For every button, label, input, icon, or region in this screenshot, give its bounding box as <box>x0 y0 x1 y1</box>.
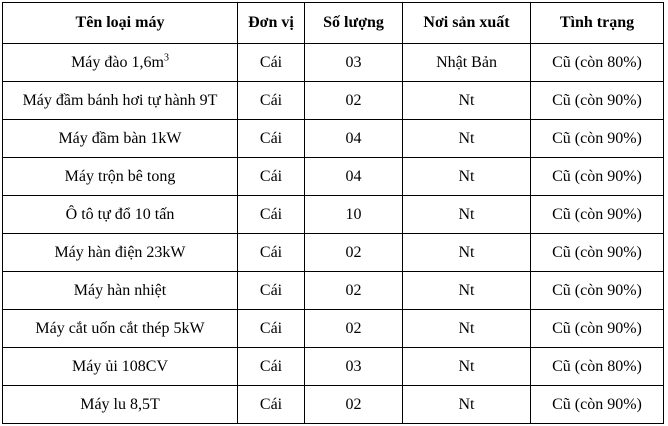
cell-quantity-text: 03 <box>345 357 362 375</box>
cell-machine-name <box>3 196 238 234</box>
cell-quantity <box>305 196 403 234</box>
table-row <box>3 120 664 158</box>
cell-origin-text: Nt <box>458 357 475 375</box>
cell-status <box>531 120 664 158</box>
cell-status-text: Cũ (còn 90%) <box>552 167 642 185</box>
cell-origin-text: Nt <box>458 167 475 185</box>
cell-unit <box>238 348 305 386</box>
cell-origin <box>403 272 531 310</box>
cell-status-text: Cũ (còn 90%) <box>552 91 642 109</box>
cell-unit-text: Cái <box>259 357 283 375</box>
cell-machine-name <box>3 386 238 424</box>
cell-machine-name-text: Máy đầm bánh hơi tự hành 9T <box>22 91 218 109</box>
cell-unit-text: Cái <box>259 281 283 299</box>
cell-origin <box>403 82 531 120</box>
cell-unit <box>238 386 305 424</box>
cell-status-text: Cũ (còn 90%) <box>552 281 642 299</box>
cell-status-text: Cũ (còn 90%) <box>552 205 642 223</box>
cell-origin-text: Nt <box>458 91 475 109</box>
cell-unit <box>238 44 305 82</box>
cell-quantity <box>305 272 403 310</box>
cell-unit <box>238 120 305 158</box>
cell-status <box>531 348 664 386</box>
header-status: Tình trạng <box>531 3 664 44</box>
table-body <box>3 44 664 424</box>
cell-status-text: Cũ (còn 90%) <box>552 129 642 147</box>
cell-machine-name-text: Máy hàn điện 23kW <box>54 243 186 261</box>
cell-machine-name-text: Máy đào 1,6m <box>71 53 164 71</box>
cell-quantity <box>305 348 403 386</box>
cell-status <box>531 310 664 348</box>
cell-quantity-text: 04 <box>345 129 362 147</box>
cell-unit <box>238 158 305 196</box>
cell-status <box>531 386 664 424</box>
cell-quantity-text: 02 <box>345 395 362 413</box>
cell-quantity <box>305 44 403 82</box>
table-row <box>3 348 664 386</box>
cell-machine-name <box>3 348 238 386</box>
header-quantity: Số lượng <box>305 3 403 44</box>
cell-machine-name-text: Máy cắt uốn cắt thép 5kW <box>35 319 205 337</box>
cell-status <box>531 82 664 120</box>
cell-quantity <box>305 234 403 272</box>
cell-unit <box>238 234 305 272</box>
cell-origin-text: Nt <box>458 319 475 337</box>
cell-origin-text: Nt <box>458 205 475 223</box>
cell-status-text: Cũ (còn 80%) <box>552 357 642 375</box>
cell-machine-name-text: Máy đầm bàn 1kW <box>58 129 182 147</box>
cell-origin <box>403 196 531 234</box>
cell-quantity <box>305 386 403 424</box>
cell-status-text: Cũ (còn 90%) <box>552 243 642 261</box>
table-row <box>3 158 664 196</box>
cell-unit-text: Cái <box>259 205 283 223</box>
cell-status <box>531 158 664 196</box>
cell-unit-text: Cái <box>259 243 283 261</box>
cell-machine-name-text: Máy lu 8,5T <box>80 395 160 413</box>
cell-origin-text: Nt <box>458 281 475 299</box>
cell-origin <box>403 44 531 82</box>
cell-unit-text: Cái <box>259 319 283 337</box>
cell-unit <box>238 310 305 348</box>
header-origin: Nơi sản xuất <box>403 3 531 44</box>
cell-status-text: Cũ (còn 90%) <box>552 319 642 337</box>
cell-origin-text: Nhật Bản <box>436 53 497 71</box>
cell-unit <box>238 196 305 234</box>
cell-unit-text: Cái <box>259 91 283 109</box>
cell-unit <box>238 82 305 120</box>
cell-unit-text: Cái <box>259 53 283 71</box>
cell-machine-name <box>3 120 238 158</box>
cell-quantity-text: 10 <box>345 205 362 223</box>
cell-quantity <box>305 120 403 158</box>
cell-quantity-text: 03 <box>345 53 362 71</box>
cell-quantity-text: 02 <box>345 91 362 109</box>
cell-status <box>531 44 664 82</box>
table-row <box>3 234 664 272</box>
cell-machine-name <box>3 310 238 348</box>
cell-quantity-text: 04 <box>345 167 362 185</box>
header-unit: Đơn vị <box>238 3 305 44</box>
cell-status-text: Cũ (còn 90%) <box>552 395 642 413</box>
header-machine-name: Tên loại máy <box>3 3 238 44</box>
cell-machine-name <box>3 158 238 196</box>
cell-origin <box>403 310 531 348</box>
cell-quantity-text: 02 <box>345 243 362 261</box>
cell-machine-name-text: Máy trộn bê tong <box>64 167 176 185</box>
cell-quantity <box>305 310 403 348</box>
cell-origin <box>403 234 531 272</box>
cell-origin <box>403 120 531 158</box>
cell-origin <box>403 386 531 424</box>
cell-origin <box>403 158 531 196</box>
cell-status <box>531 196 664 234</box>
table-header <box>3 3 664 44</box>
cell-quantity <box>305 82 403 120</box>
cell-origin-text: Nt <box>458 243 475 261</box>
equipment-table <box>2 2 664 424</box>
cell-unit <box>238 272 305 310</box>
cell-status-text: Cũ (còn 80%) <box>552 53 642 71</box>
cell-status <box>531 272 664 310</box>
table-row <box>3 310 664 348</box>
cell-quantity <box>305 158 403 196</box>
cell-machine-name <box>3 44 238 82</box>
cell-unit-text: Cái <box>259 395 283 413</box>
table-row <box>3 82 664 120</box>
table-row <box>3 196 664 234</box>
table-row <box>3 44 664 82</box>
cell-machine-name <box>3 234 238 272</box>
cell-quantity-text: 02 <box>345 281 362 299</box>
cell-quantity-text: 02 <box>345 319 362 337</box>
unit-superscript: 3 <box>163 52 169 64</box>
cell-machine-name-text: Ô tô tự đổ 10 tấn <box>65 205 175 223</box>
cell-origin-text: Nt <box>458 129 475 147</box>
table-row <box>3 272 664 310</box>
cell-machine-name-text: Máy ủi 108CV <box>72 357 168 375</box>
cell-origin <box>403 348 531 386</box>
header-row <box>3 3 664 44</box>
cell-unit-text: Cái <box>259 167 283 185</box>
cell-origin-text: Nt <box>458 395 475 413</box>
table-row <box>3 386 664 424</box>
cell-machine-name-text: Máy hàn nhiệt <box>73 281 167 299</box>
cell-machine-name <box>3 272 238 310</box>
cell-status <box>531 234 664 272</box>
cell-machine-name <box>3 82 238 120</box>
cell-unit-text: Cái <box>259 129 283 147</box>
